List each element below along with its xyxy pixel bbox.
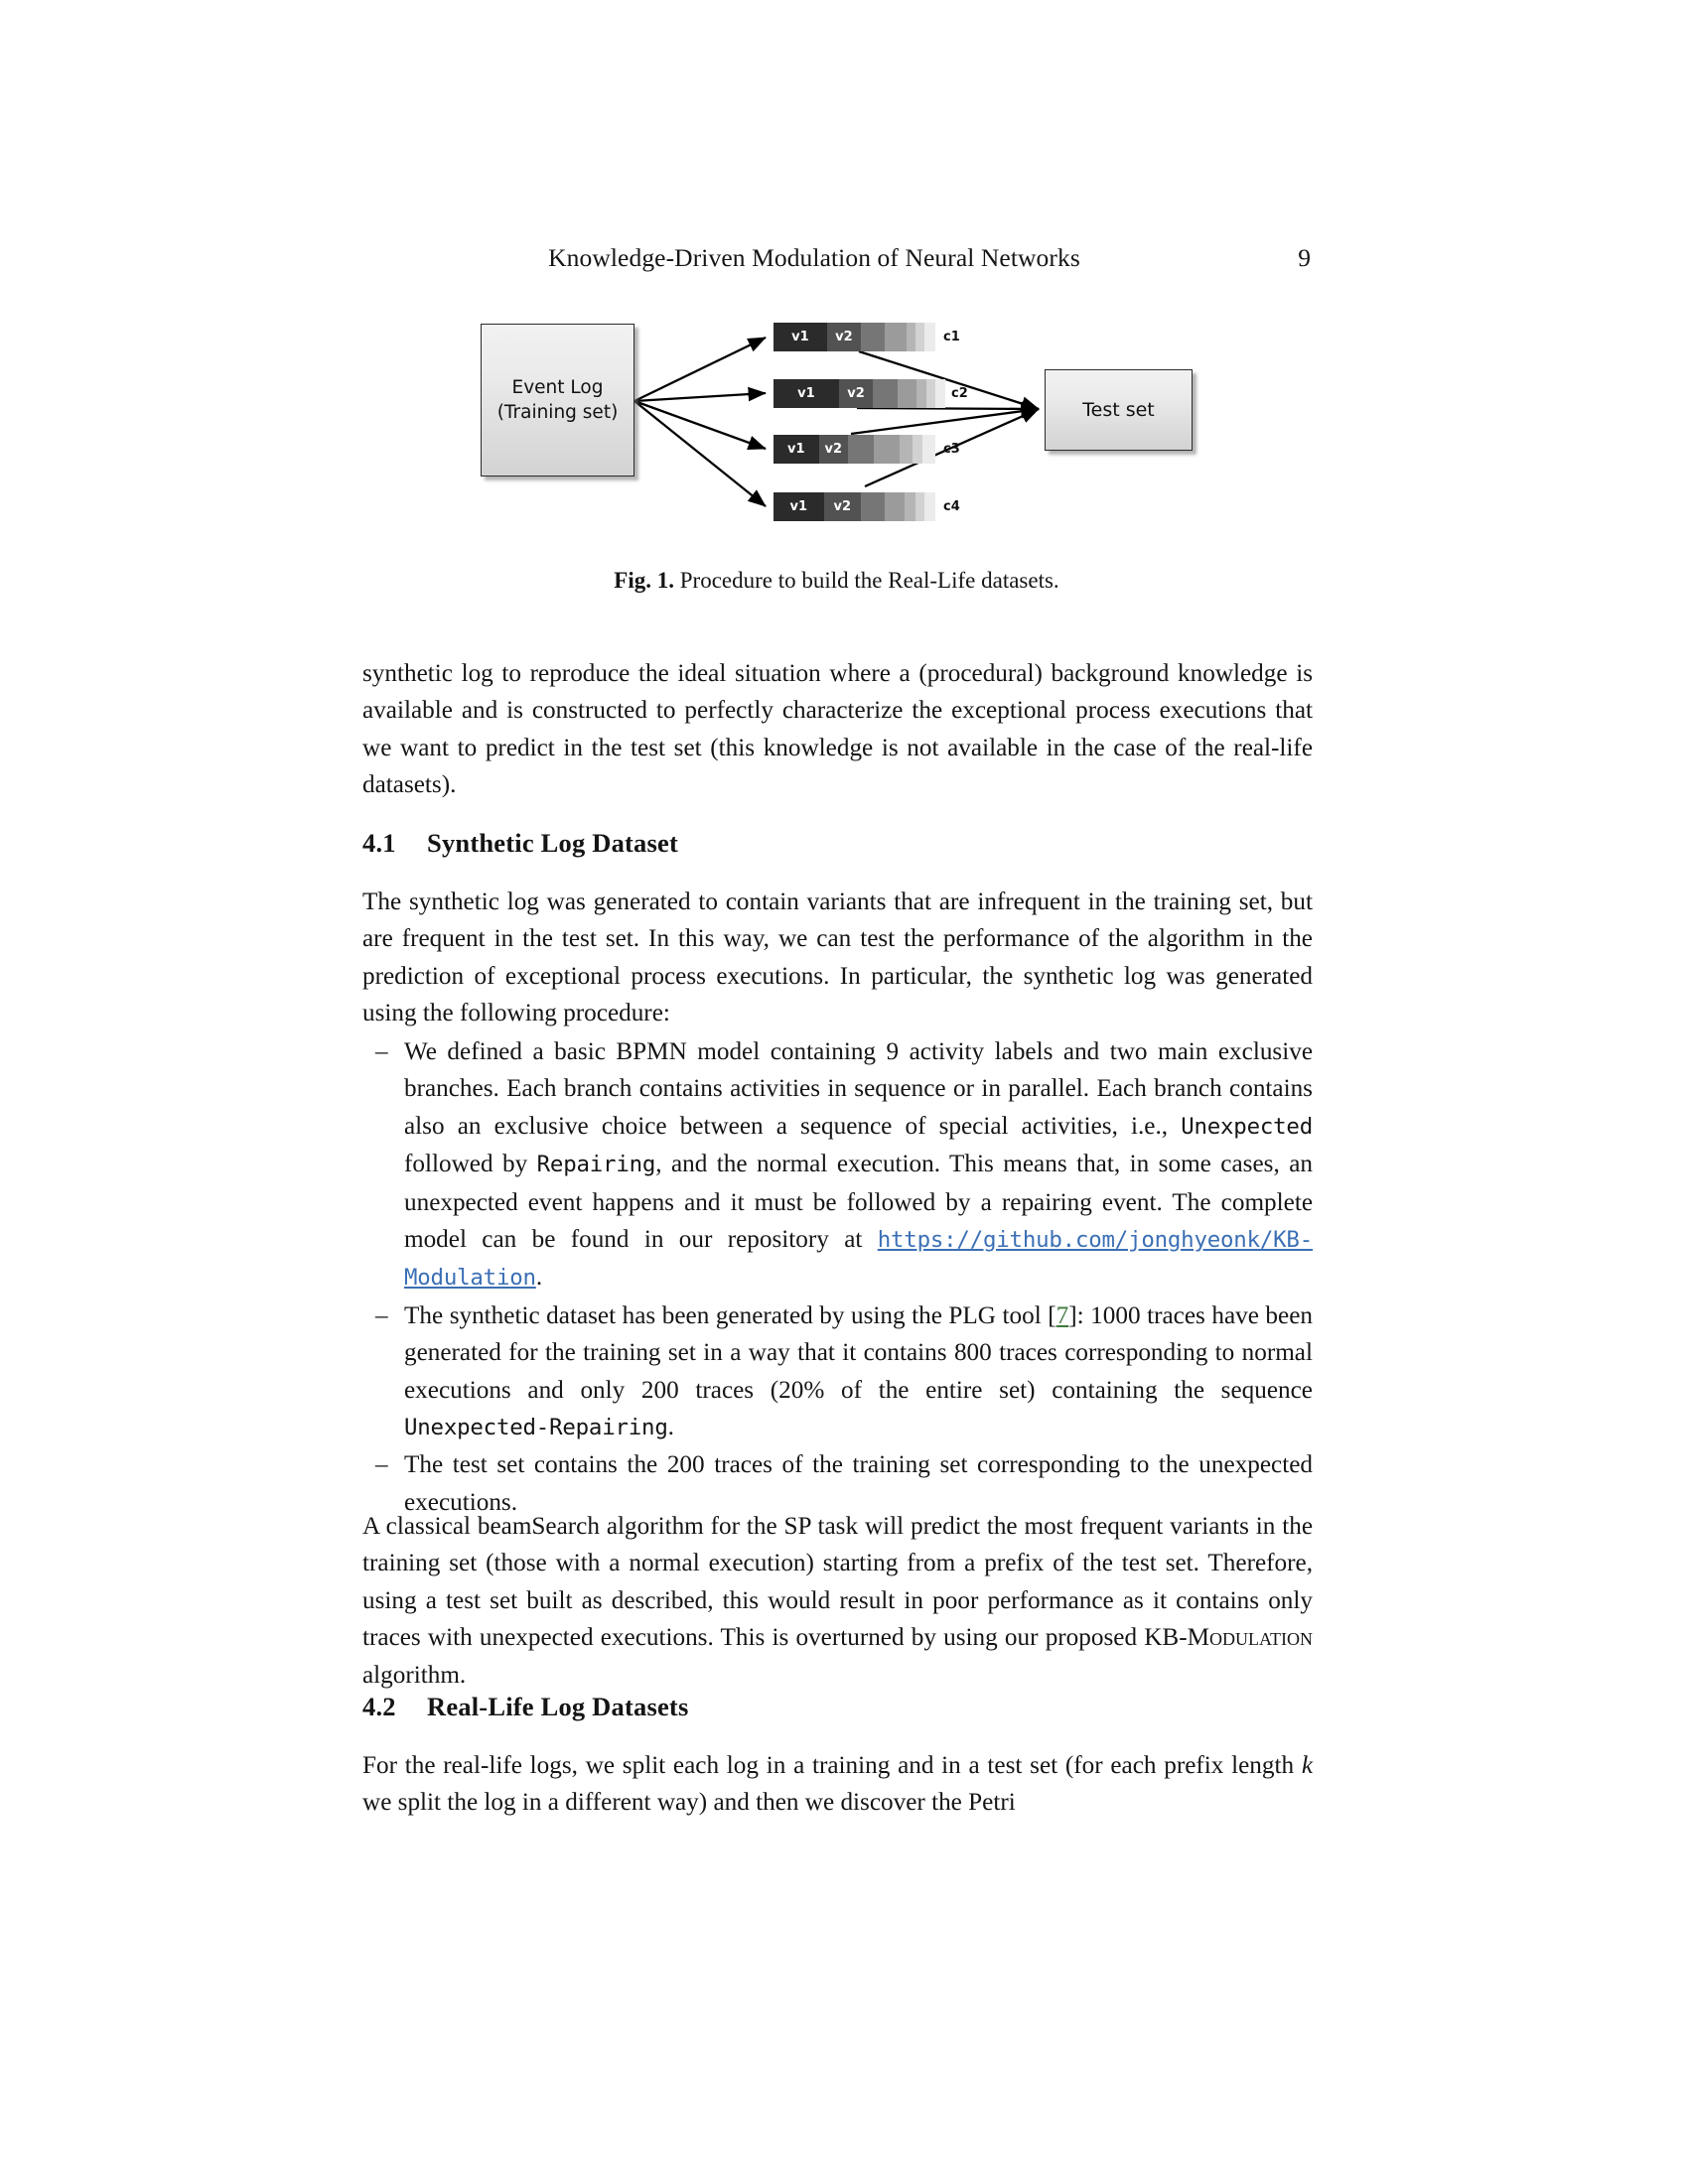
variant-bar-label-c2: c2 [951,386,968,401]
variant-segment-4 [874,435,900,464]
bullet-1-text-part2: followed by [404,1151,537,1178]
bullet-2-code-unexpected-repairing: Unexpected-Repairing [404,1415,668,1441]
variant-segment-6 [913,435,922,464]
variant-segment-v1: v1 [774,379,839,408]
variant-segment-5 [905,492,915,521]
variant-segment-5 [900,435,913,464]
bullet-1-text-part4: . [535,1264,543,1292]
variant-segment-6 [926,379,935,408]
paragraph-beamsearch [362,1508,1313,1694]
event-log-box-label: Event Log (Training set) [496,377,619,423]
variant-segment-7 [935,379,945,408]
bullet-1-text-part3: , and the normal execution. This means that, in some cases, an unexpected event happens and it must be followed by a repairing event. The complete model can be found in our repository at [404,1151,1313,1254]
bullet-2-text-part3: . [667,1414,674,1441]
running-head-title: Knowledge-Driven Modulation of Neural Networks [548,243,1080,272]
figure-1-caption [362,566,1311,596]
variant-segment-6 [915,323,923,351]
variant-segment-5 [916,379,926,408]
section-number-41: 4.1 [362,828,396,858]
citation-link-7[interactable]: 7 [1055,1301,1069,1329]
variant-segment-7 [924,323,935,351]
variant-segment-v1: v1 [774,435,819,464]
variant-bar-label-c4: c4 [943,499,960,514]
variant-bar-c3 [774,435,935,464]
variant-segment-v2: v2 [839,379,874,408]
bullet-2-text-part2: ]: 1000 traces have been generated for the training set in a way that it contains 800 traces corresponding to normal executions and only 200 traces (20% of the entire set) containing the sequence [404,1301,1313,1404]
bullet-dash-icon: – [375,1301,388,1329]
variant-segment-v2: v2 [819,435,848,464]
section-heading-42-block [362,1690,1313,1723]
bullet-1-text-part1: We defined a basic BPMN model containing 9 activity labels and two main exclusive branches. Each branch contains activities in sequence or in parallel. Each branch contains also an exclusive choice between a sequence of special activities, i.e., [404,1038,1313,1140]
page-number: 9 [1298,243,1311,272]
section-heading-41 [362,826,1313,860]
section-number-42: 4.2 [362,1692,396,1721]
bullet-list [362,1033,1313,1521]
math-variable-k: k [1301,1752,1313,1779]
variant-segment-v1: v1 [774,492,824,521]
variant-segment-7 [922,435,935,464]
variant-bar-c1 [774,323,935,351]
running-head [362,241,1311,275]
variant-segment-5 [907,323,916,351]
paragraph-41: The synthetic log was generated to contain variants that are infrequent in the training set, but are frequent in the test set. In this way, we can test the performance of the algorithm in the prediction of exceptional process executions. In particular, the synthetic log was generated using the following procedure: [362,888,1313,1027]
bullet-1-code-repairing: Repairing [536,1152,656,1178]
list-item [362,1297,1313,1447]
paragraph-beamsearch-part2: algorithm. [362,1661,467,1689]
paragraph-42-block [362,1747,1313,1822]
repository-link[interactable]: https://github.com/jonghyeonk/KB-Modulation [404,1227,1313,1292]
variant-segment-3 [861,492,885,521]
paragraph-intro-block [362,655,1313,804]
figure-1 [362,298,1311,546]
test-set-box-label: Test set [1082,399,1155,421]
paragraph-42 [362,1747,1313,1822]
bullet-2-text-part1: The synthetic dataset has been generated by using the PLG tool [ [404,1301,1056,1329]
figure-caption-label: Fig. 1. [614,568,674,593]
variant-segment-3 [873,379,897,408]
variant-segment-3 [861,323,885,351]
variant-segment-4 [885,492,905,521]
variant-segment-4 [885,323,906,351]
section-title-42: Real-Life Log Datasets [427,1692,689,1721]
variant-segment-3 [848,435,874,464]
variant-bar-c2 [774,379,945,408]
variant-bar-c4 [774,492,935,521]
variant-bar-label-c3: c3 [943,442,960,457]
paragraph-42-part2: we split the log in a different way) and then we discover the Petri [362,1789,1016,1817]
bullet-list-block [362,1033,1313,1521]
variant-segment-v1: v1 [774,323,827,351]
figure-caption-text: Procedure to build the Real-Life datasets. [674,568,1059,593]
paragraph-beamsearch-part1: A classical beamSearch algorithm for the SP task will predict the most frequent variants in the training set (those with a normal execution) starting from a prefix of the test set. Therefore, using a test set built as described, this would result in poor performance as it contains only traces with unexpected executions. This is overturned by using our proposed KB- [362,1513,1313,1652]
bullet-dash-icon: – [375,1451,388,1479]
bullet-1-code-unexpected: Unexpected [1181,1113,1313,1140]
paragraph-42-part1: For the real-life logs, we split each log in a training and in a test set (for each prefix length [362,1752,1302,1779]
section-heading-41-block [362,826,1313,860]
variant-segment-6 [915,492,923,521]
variant-bar-label-c1: c1 [943,330,960,344]
event-log-box [481,324,634,477]
test-set-box [1045,369,1193,451]
algorithm-name-smallcaps: Modulation [1187,1624,1313,1652]
variant-segment-4 [898,379,916,408]
bullet-dash-icon: – [375,1038,388,1065]
variant-segment-v2: v2 [824,492,861,521]
paragraph-41-block [362,884,1313,1032]
list-item [362,1033,1313,1297]
paragraph-intro: synthetic log to reproduce the ideal situation where a (procedural) background knowledge is available and is constructed to perfectly characterize the exceptional process executions that we want to predict in the test set (this knowledge is not available in the case of the real-life datasets). [362,660,1313,799]
paragraph-beamsearch-block [362,1508,1313,1694]
section-title-41: Synthetic Log Dataset [427,828,678,858]
variant-segment-7 [924,492,935,521]
bullet-3-text: The test set contains the 200 traces of the training set corresponding to the unexpected executions. [404,1451,1313,1516]
variant-segment-v2: v2 [827,323,861,351]
section-heading-42 [362,1690,1313,1723]
